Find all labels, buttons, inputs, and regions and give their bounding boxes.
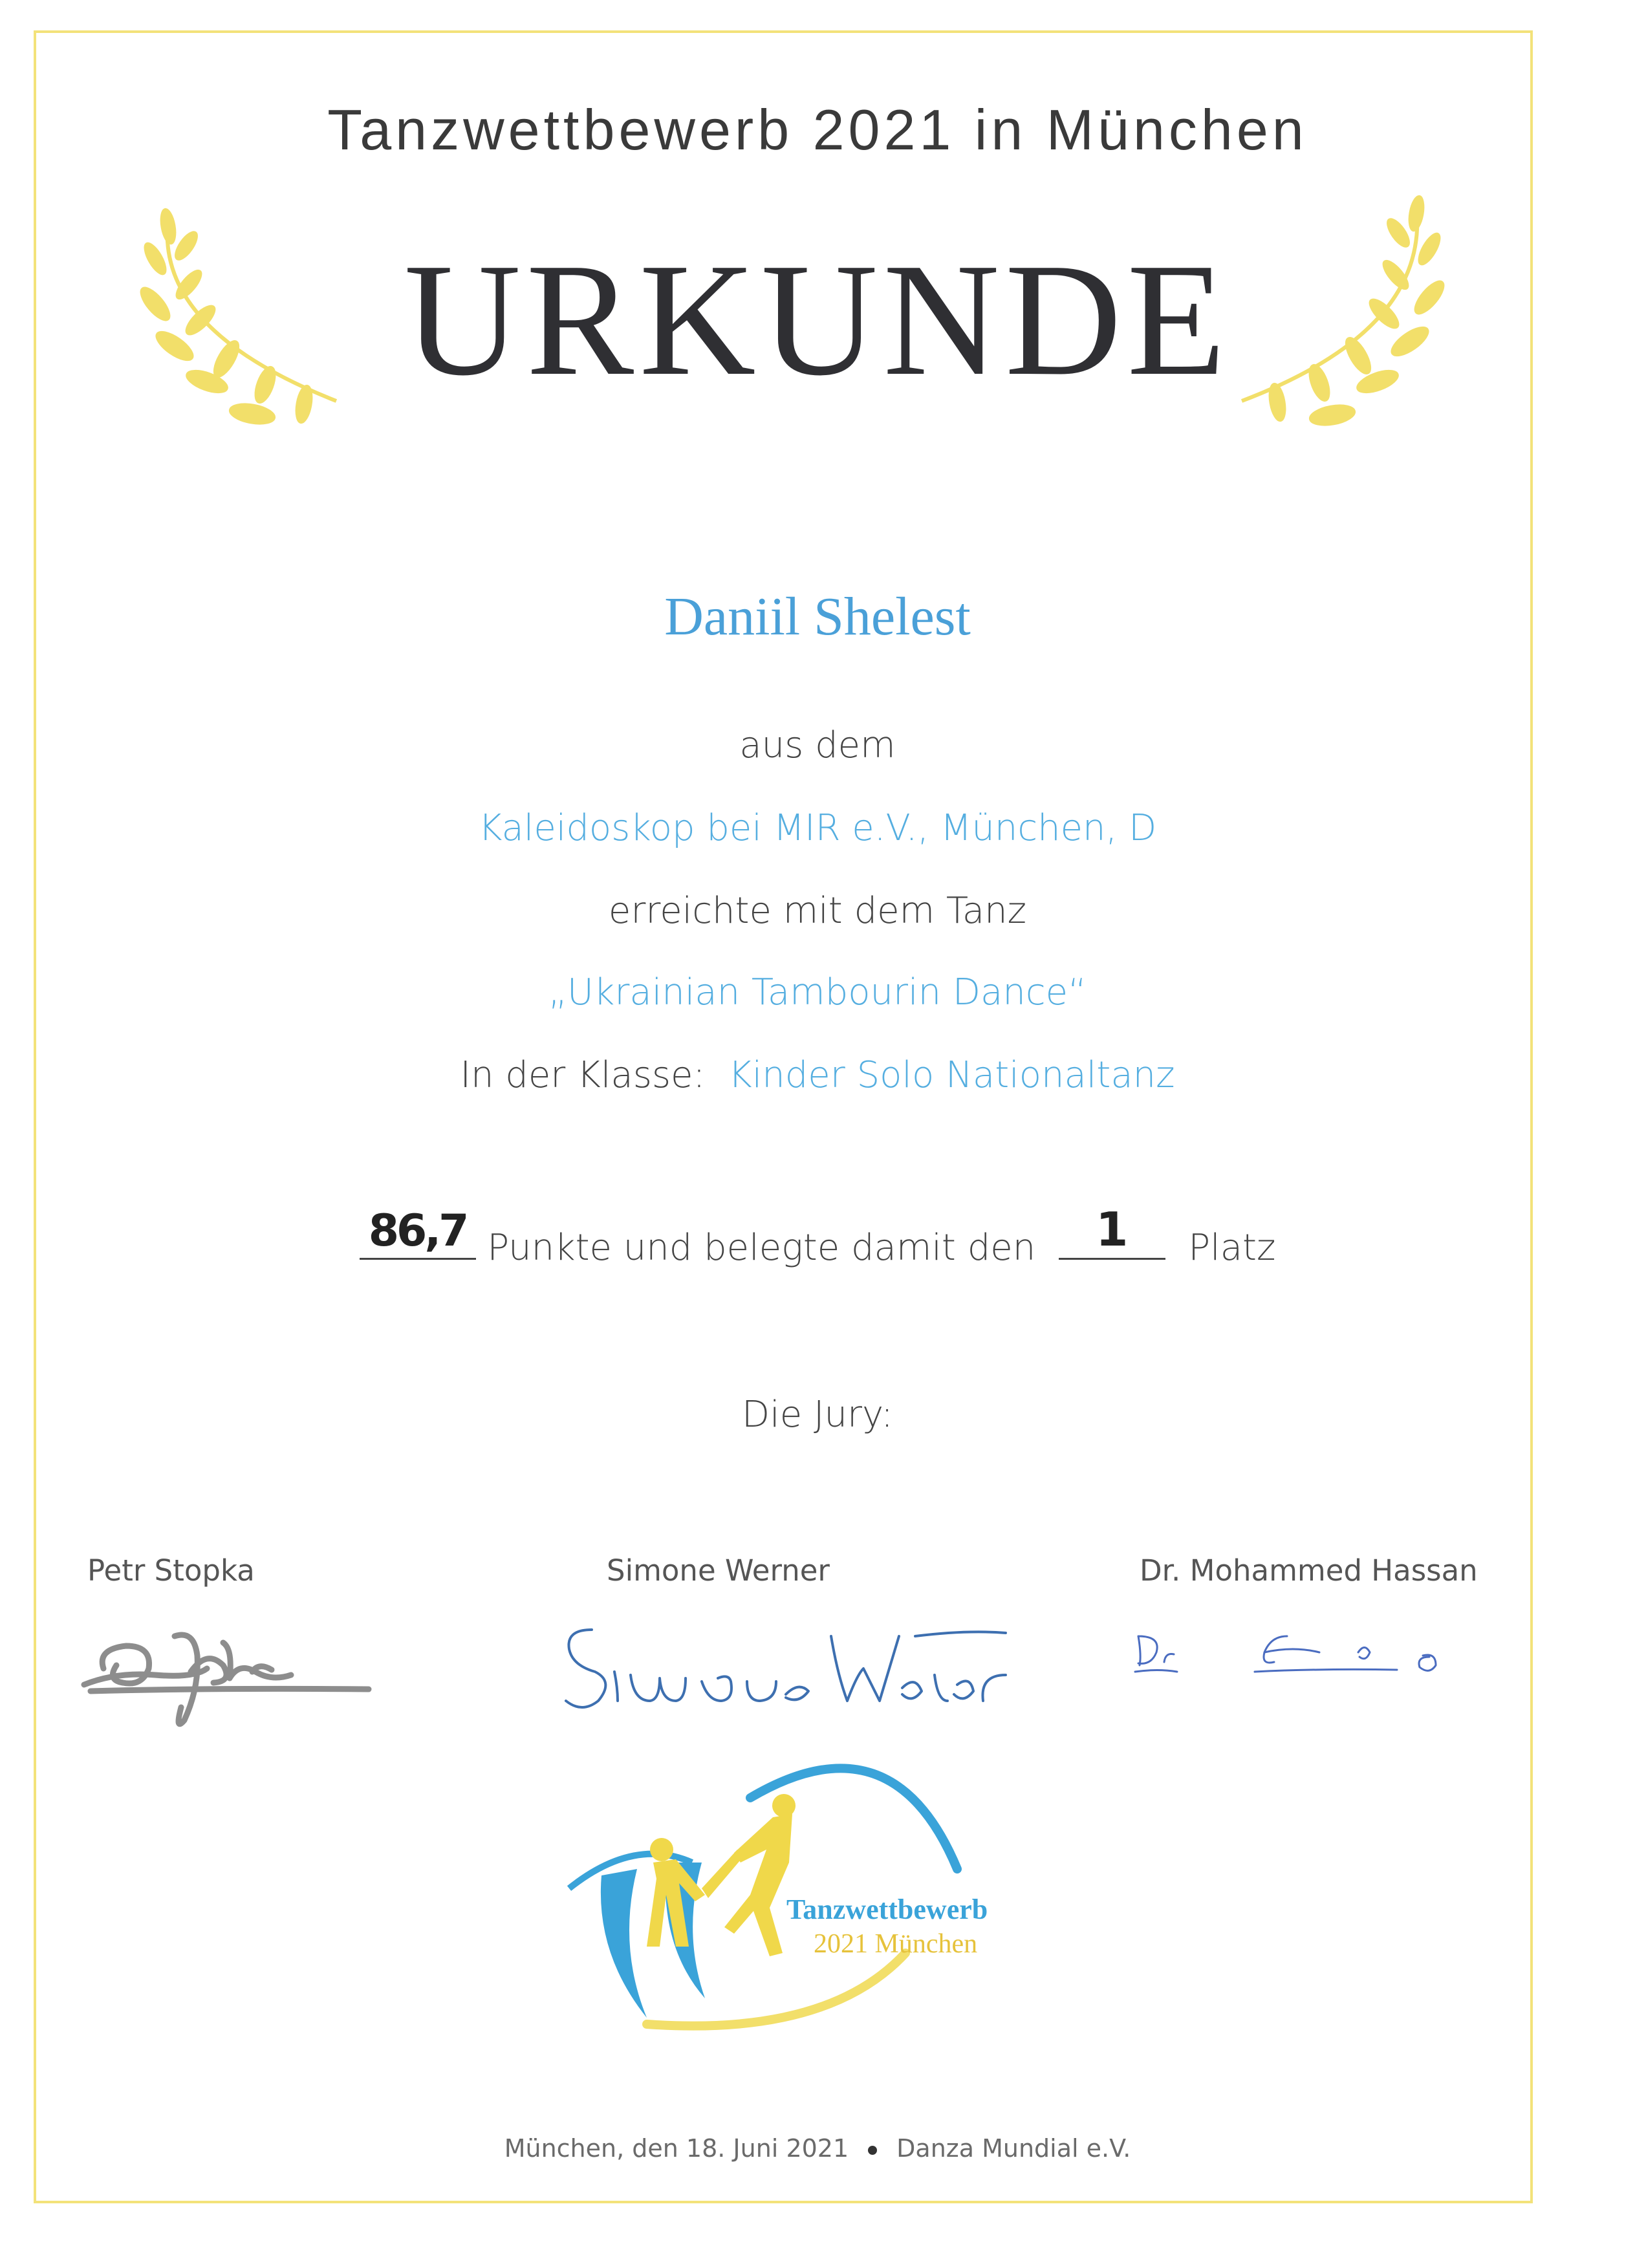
class-value: Kinder Solo Nationaltanz <box>728 1054 1175 1096</box>
place-label: Platz <box>1188 1227 1276 1269</box>
signature-2 <box>553 1610 1025 1720</box>
score-line <box>0 1202 1635 1269</box>
recipient-name: Daniil Shelest <box>664 587 971 647</box>
signature-1 <box>78 1610 375 1733</box>
score-field <box>360 1205 476 1260</box>
document-title: URKUNDE <box>404 230 1231 409</box>
event-logo <box>556 1740 1048 2044</box>
signature-3 <box>1125 1617 1462 1701</box>
judge-name-1: Petr Stopka <box>87 1553 255 1588</box>
footer-place-date: München, den 18. Juni 2021 <box>504 2134 849 2163</box>
footer-organizer: Danza Mundial e.V. <box>896 2134 1131 2163</box>
points-text: Punkte und belegte damit den <box>487 1227 1036 1269</box>
judge-name-3: Dr. Mohammed Hassan <box>1140 1553 1478 1588</box>
jury-label: Die Jury: <box>742 1394 893 1436</box>
place-handwritten: 1 <box>1096 1202 1129 1257</box>
logo-text-line2: 2021 München <box>814 1929 978 1959</box>
event-heading: Tanzwettbewerb 2021 in München <box>327 98 1308 162</box>
score-handwritten: 86,7 <box>368 1205 467 1257</box>
judge-name-2: Simone Werner <box>607 1553 830 1588</box>
footer <box>0 2134 1635 2163</box>
club-name: Kaleidoskop bei MIR e.V., München, D <box>478 807 1157 849</box>
from-label: aus dem <box>739 724 896 766</box>
class-line <box>0 1054 1635 1096</box>
dance-title: „Ukrainian Tambourin Dance“ <box>548 971 1087 1013</box>
logo-text-line1: Tanzwettbewerb <box>786 1894 988 1925</box>
place-field <box>1059 1202 1165 1260</box>
class-label: In der Klasse: <box>460 1054 706 1096</box>
achieved-label: erreichte mit dem Tanz <box>608 890 1027 932</box>
bullet-icon <box>868 2146 877 2155</box>
